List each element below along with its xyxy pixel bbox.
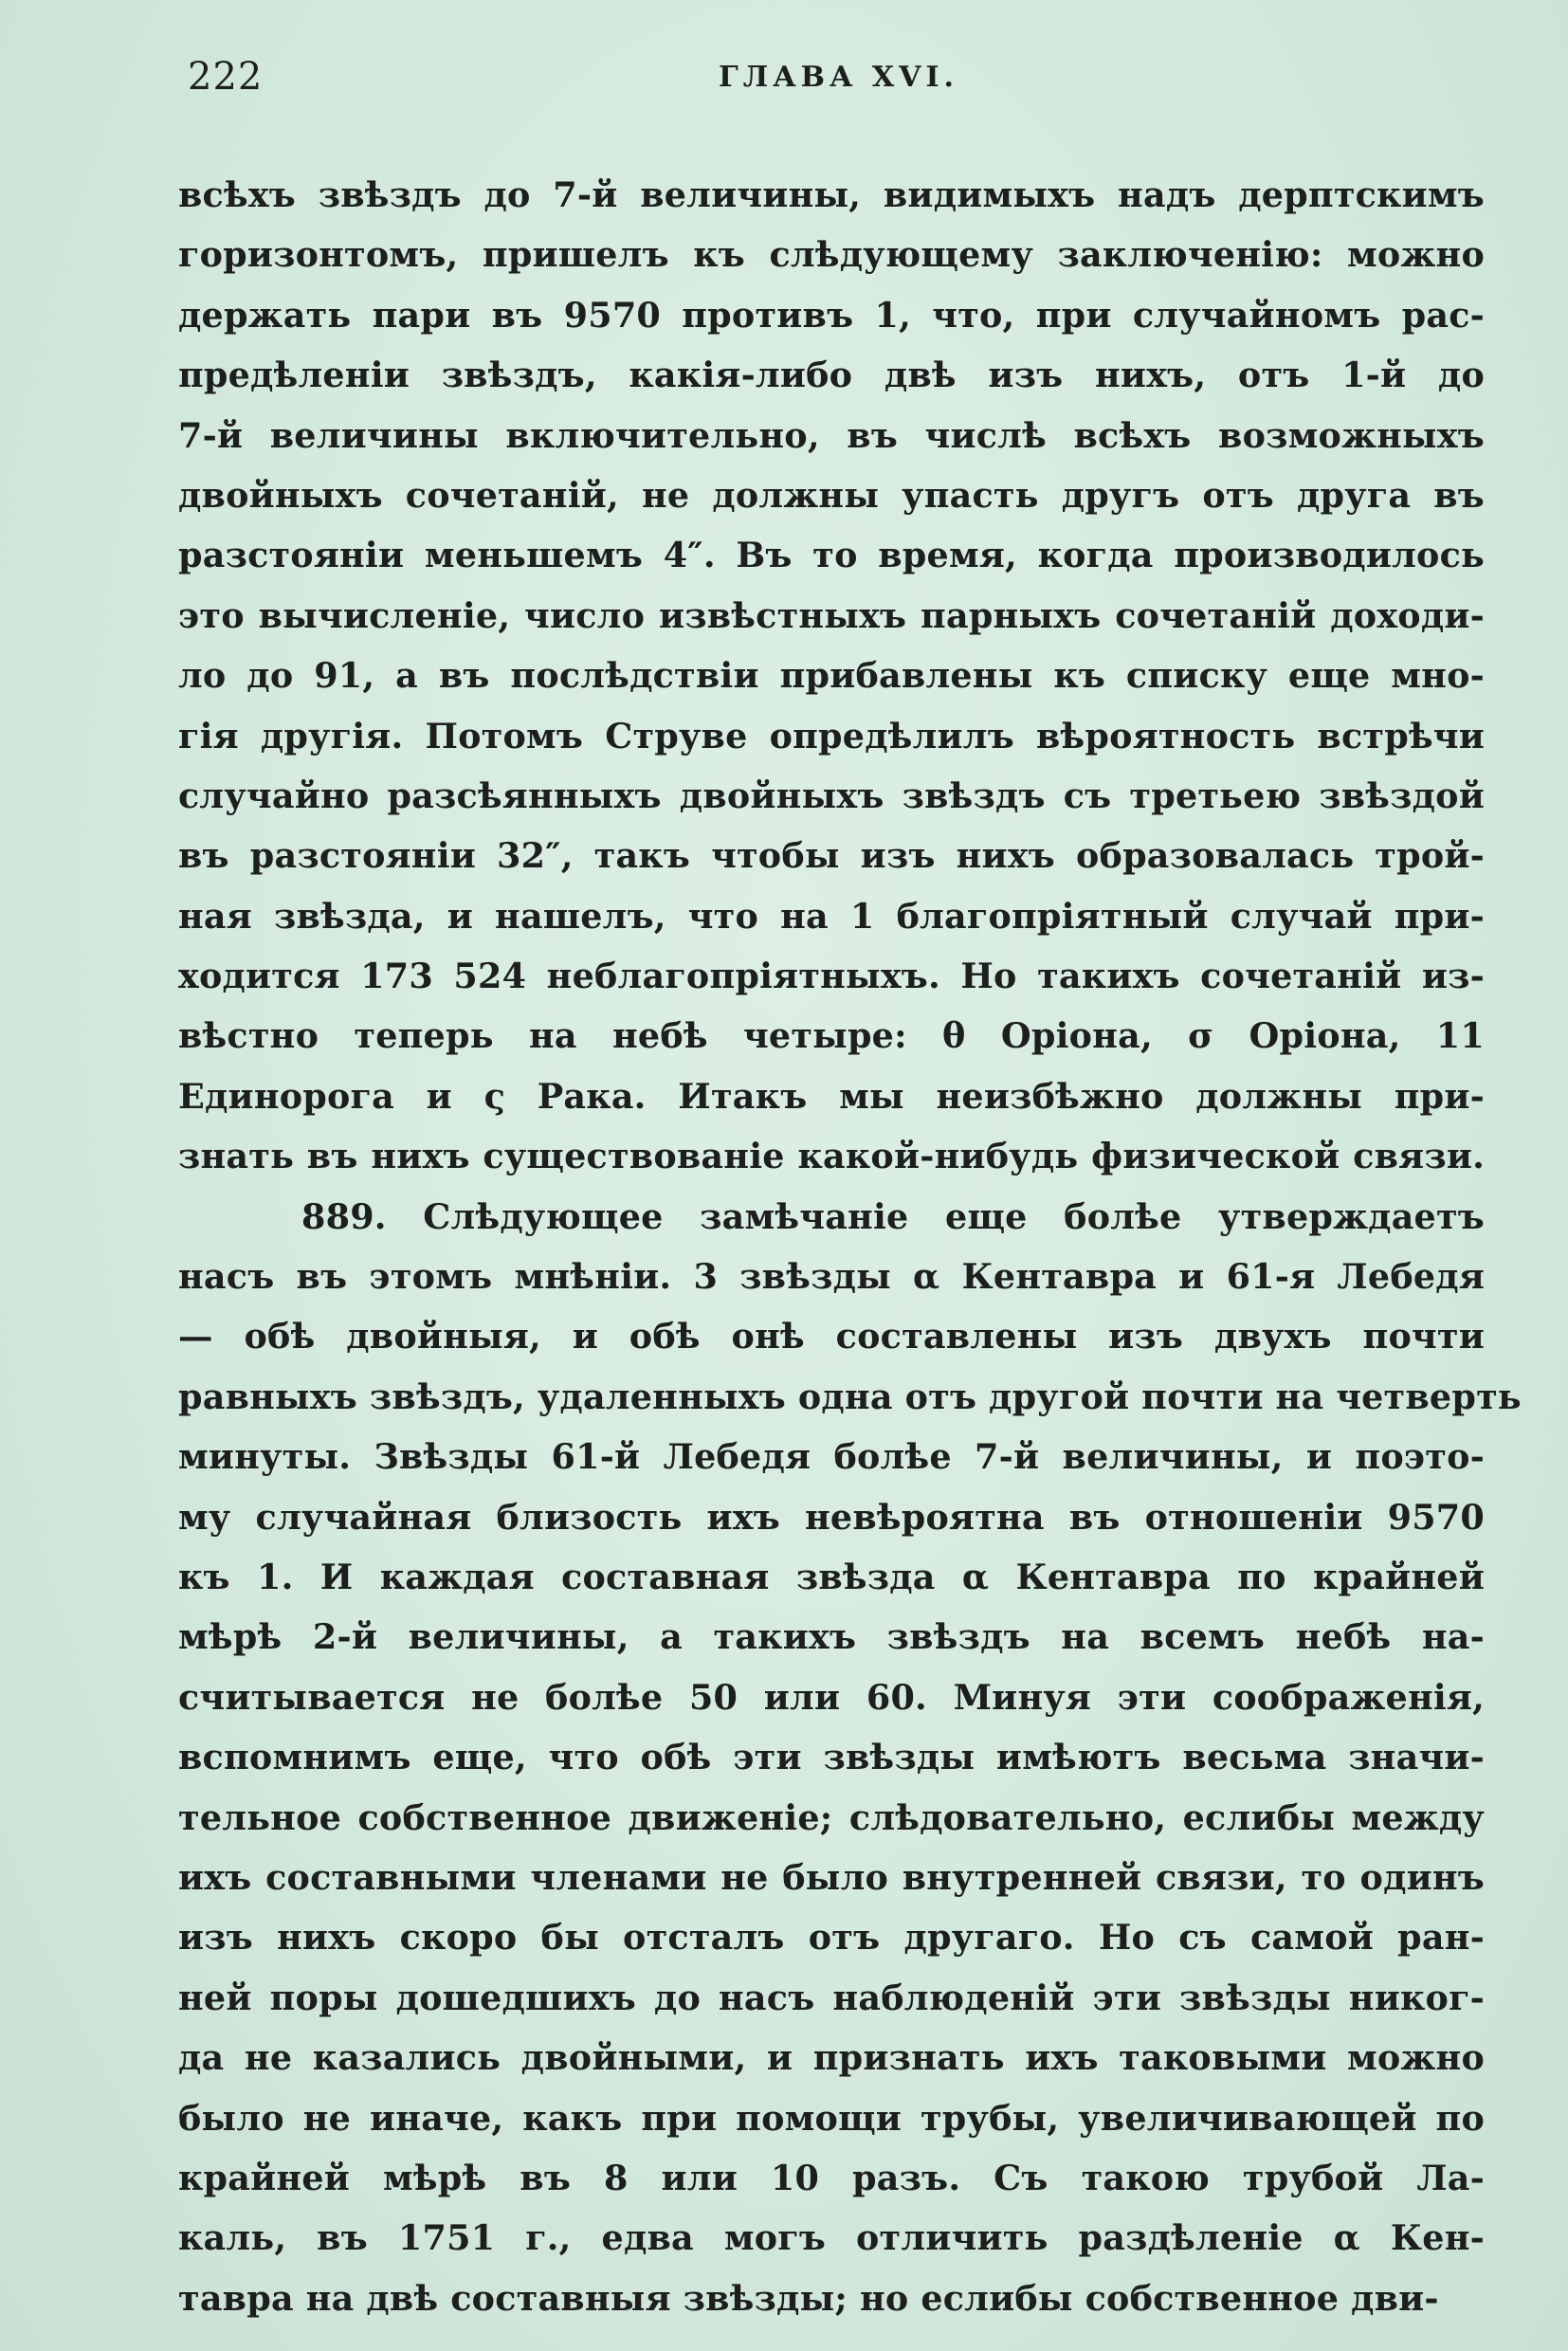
text-line: двойныхъ сочетаній, не должны упасть другъ отъ друга въ [178, 474, 1485, 516]
page-number: 222 [188, 55, 264, 99]
text-line: равныхъ звѣздъ, удаленныхъ одна отъ другой почти на четверть [178, 1376, 1522, 1417]
text-line: насъ въ этомъ мнѣніи. 3 звѣзды α Кентавра и 61-я Лебедя [178, 1256, 1485, 1298]
text-line: горизонтомъ, пришелъ къ слѣдующему заключенію: можно [178, 234, 1485, 276]
text-line: къ 1. И каждая составная звѣзда α Кентавра по крайней [178, 1556, 1485, 1597]
text-line: минуты. Звѣзды 61-й Лебедя болѣе 7-й величины, и поэто- [178, 1436, 1485, 1478]
text-line: Единорога и ς Рака. Итакъ мы неизбѣжно должны при- [178, 1075, 1485, 1117]
chapter-heading: ГЛАВА XVI. [719, 61, 958, 94]
text-line: ная звѣзда, и нашелъ, что на 1 благопріятный случай при- [178, 895, 1485, 937]
text-line: вспомнимъ еще, что обѣ эти звѣзды имѣютъ весьма значи- [178, 1737, 1485, 1778]
text-line: тавра на двѣ составныя звѣзды; но еслибы собственное дви- [178, 2277, 1439, 2319]
text-line: му случайная близость ихъ невѣроятна въ отношеніи 9570 [178, 1496, 1485, 1538]
text-line: гія другія. Потомъ Струве опредѣлилъ вѣроятность встрѣчи [178, 715, 1485, 756]
text-line: 889. Слѣдующее замѣчаніе еще болѣе утверждаетъ [301, 1195, 1485, 1237]
body-text [178, 165, 1522, 2328]
text-line: да не казались двойными, и признать ихъ таковыми можно [178, 2037, 1485, 2079]
text-line: ней поры дошедшихъ до насъ наблюденій эти звѣзды никог- [178, 1977, 1485, 2018]
text-line: это вычисленіе, число извѣстныхъ парныхъ сочетаній доходи- [178, 594, 1485, 636]
text-line: всѣхъ звѣздъ до 7-й величины, видимыхъ надъ дерптскимъ [178, 174, 1485, 215]
text-line: крайней мѣрѣ въ 8 или 10 разъ. Съ такою трубой Ла- [178, 2157, 1485, 2198]
text-line: ходится 173 524 неблагопріятныхъ. Но такихъ сочетаній из- [178, 956, 1485, 997]
text-line: вѣстно теперь на небѣ четыре: θ Оріона, σ Оріона, 11 [178, 1015, 1485, 1057]
page-header [188, 55, 1486, 112]
text-line: случайно разсѣянныхъ двойныхъ звѣздъ съ третьею звѣздой [178, 775, 1485, 816]
text-line: знать въ нихъ существованіе какой-нибудь физической связи. [178, 1136, 1485, 1177]
text-line: ло до 91, а въ послѣдствіи прибавлены къ списку еще мно- [178, 655, 1485, 697]
text-line: разстояніи меньшемъ 4″. Въ то время, когда производилось [178, 535, 1485, 576]
text-line: тельное собственное движеніе; слѣдовательно, еслибы между [178, 1796, 1485, 1838]
text-line: 7-й величины включительно, въ числѣ всѣхъ возможныхъ [178, 414, 1485, 456]
text-line: было не иначе, какъ при помощи трубы, увеличивающей по [178, 2097, 1485, 2139]
text-line: мѣрѣ 2-й величины, а такихъ звѣздъ на всемъ небѣ на- [178, 1616, 1485, 1658]
text-line: ихъ составными членами не было внутренней связи, то одинъ [178, 1856, 1485, 1898]
text-line: предѣленіи звѣздъ, какія-либо двѣ изъ нихъ, отъ 1-й до [178, 355, 1485, 396]
text-line: изъ нихъ скоро бы отсталъ отъ другаго. Но съ самой ран- [178, 1917, 1485, 1959]
text-line: каль, въ 1751 г., едва могъ отличить раздѣленіе α Кен- [178, 2217, 1485, 2259]
text-line: держать пари въ 9570 противъ 1, что, при случайномъ рас- [178, 294, 1485, 336]
text-line: — обѣ двойныя, и обѣ онѣ составлены изъ двухъ почти [178, 1316, 1485, 1358]
text-line: въ разстояніи 32″, такъ чтобы изъ нихъ образовалась трой- [178, 835, 1485, 877]
text-line: считывается не болѣе 50 или 60. Минуя эти соображенія, [178, 1676, 1485, 1718]
